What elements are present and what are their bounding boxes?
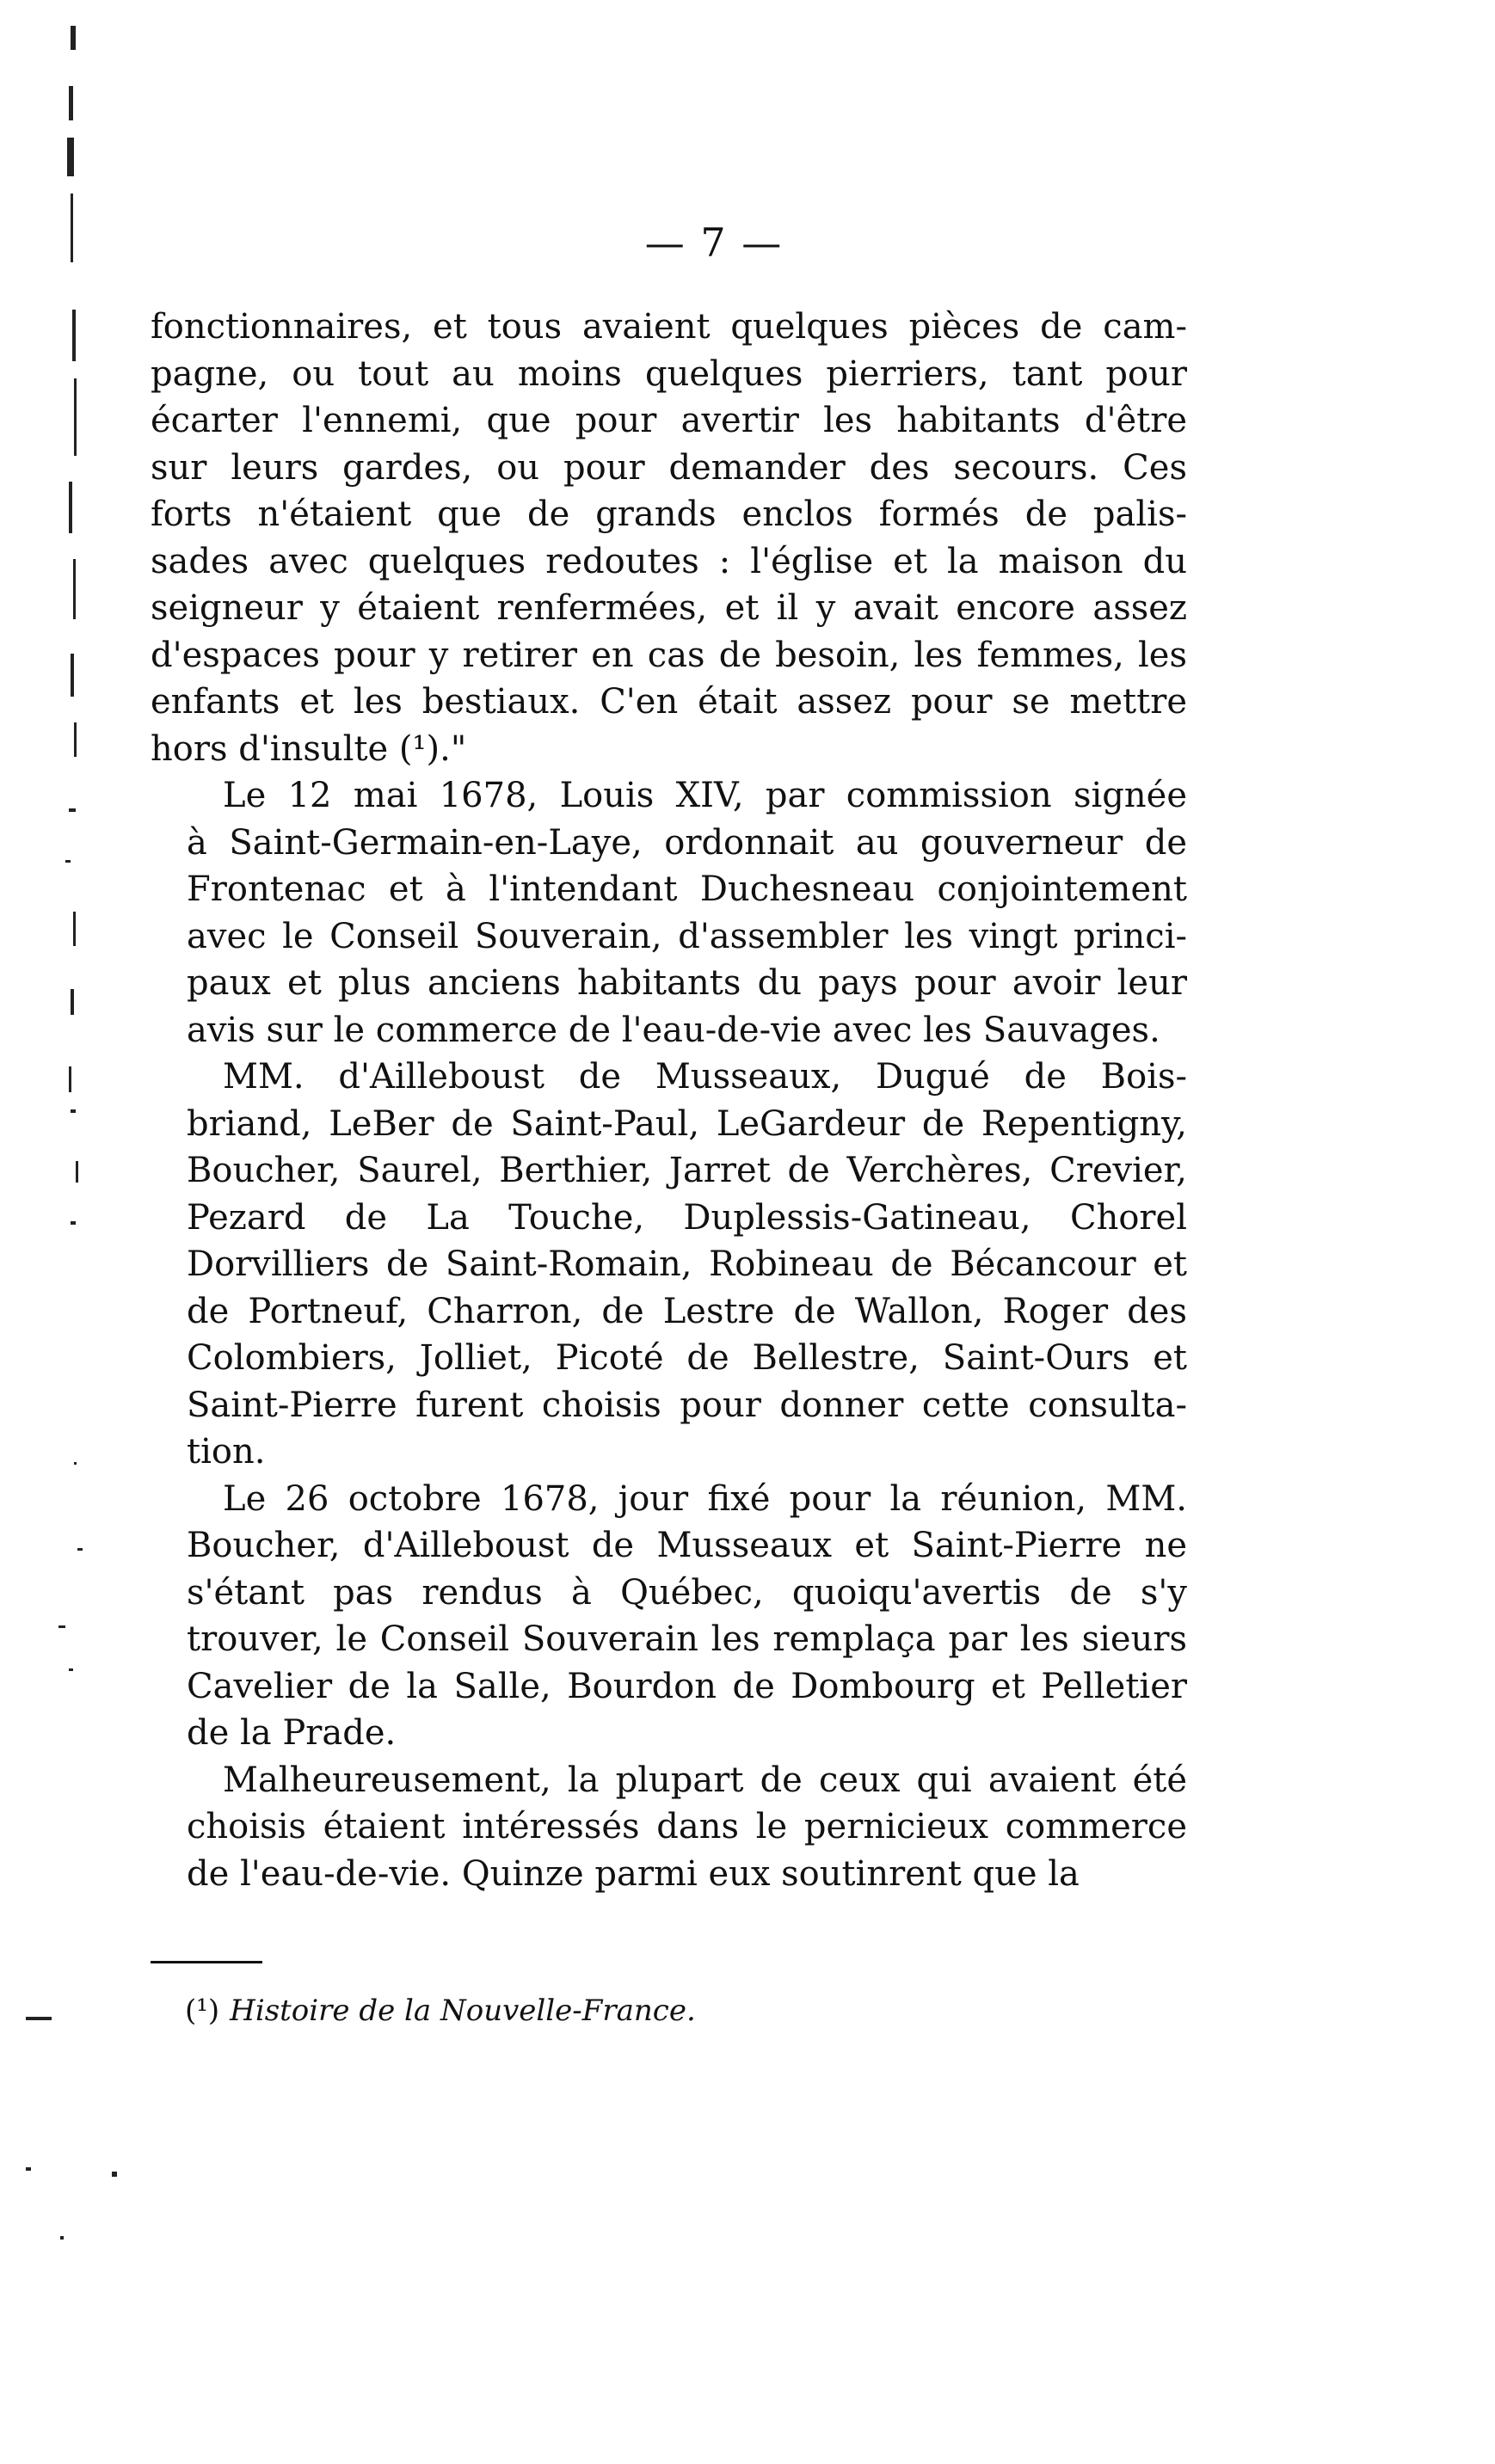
text-line: paux et plus anciens habitants du pays pour avoir leur [187,963,1187,1003]
footnote [185,1994,696,2028]
footnote-marker: (¹) [185,1994,220,2028]
text-line: forts n'étaient que de grands enclos formés de palis- [151,495,1187,534]
text-line: de la Prade. [187,1713,397,1753]
text-line: Malheureusement, la plupart de ceux qui avaient été [223,1760,1187,1800]
text-line: Pezard de La Touche, Duplessis-Gatineau, Chorel [187,1197,1187,1238]
text-line: avec le Conseil Souverain, d'assembler les vingt princi- [187,916,1187,956]
body-text [151,304,1187,1897]
text-line: Cavelier de la Salle, Bourdon de Dombourg et Pelletier [187,1666,1187,1706]
text-line: MM. d'Ailleboust de Musseaux, Dugué de Bois- [223,1057,1187,1097]
text-line: enfants et les bestiaux. C'en était assez pour se mettre [151,682,1187,722]
text-line: trouver, le Conseil Souverain les remplaça par les sieurs [187,1619,1187,1659]
paragraph [151,304,1187,772]
paragraph [151,772,1187,1054]
text-line: Saint-Pierre furent choisis pour donner cette consulta- [187,1385,1187,1425]
text-line: fonctionnaires, et tous avaient quelques pièces de cam- [151,307,1187,347]
text-line: choisis étaient intéressés dans le pernicieux commerce [187,1807,1187,1846]
text-line: de Portneuf, Charron, de Lestre de Wallon, Roger des [187,1291,1187,1331]
text-line: écarter l'ennemi, que pour avertir les habitants d'être [151,401,1187,440]
footnote-text: Histoire de la Nouvelle-France. [230,1994,696,2028]
text-line: de l'eau-de-vie. Quinze parmi eux soutinrent que la [187,1853,1080,1894]
text-line: Le 26 octobre 1678, jour fixé pour la réunion, MM. [223,1478,1187,1519]
scan-margin-marks [26,0,95,2464]
text-line: avis sur le commerce de l'eau-de-vie avec les Sauvages. [187,1010,1160,1050]
text-line: Frontenac et à l'intendant Duchesneau conjointement [187,869,1187,909]
text-line: Boucher, Saurel, Berthier, Jarret de Verchères, Crevier, [187,1151,1187,1190]
paragraph [151,1054,1187,1476]
footnote-separator-rule [151,1961,262,1963]
text-line: sur leurs gardes, ou pour demander des secours. Ces [151,447,1187,488]
text-line: à Saint-Germain-en-Laye, ordonnait au gouverneur de [187,822,1187,863]
text-line: Dorvilliers de Saint-Romain, Robineau de Bécancour et [187,1244,1187,1284]
page-number: — 7 — [644,219,784,266]
text-line: sades avec quelques redoutes : l'église et la maison du [151,541,1187,581]
text-line: s'étant pas rendus à Québec, quoiqu'avertis de s'y [187,1572,1187,1613]
paragraph [151,1757,1187,1898]
text-line: tion. [187,1432,266,1472]
text-line: pagne, ou tout au moins quelques pierriers, tant pour [151,353,1187,394]
text-line: Boucher, d'Ailleboust de Musseaux et Saint-Pierre ne [187,1526,1187,1565]
text-line: Le 12 mai 1678, Louis XIV, par commission signée [223,776,1187,815]
text-line: hors d'insulte (¹)." [151,728,467,769]
text-line: seigneur y étaient renfermées, et il y avait encore assez [151,588,1187,628]
text-line: d'espaces pour y retirer en cas de besoin, les femmes, les [151,635,1187,675]
text-line: briand, LeBer de Saint-Paul, LeGardeur de Repentigny, [187,1103,1187,1144]
paragraph [151,1476,1187,1757]
text-line: Colombiers, Jolliet, Picoté de Bellestre, Saint-Ours et [187,1338,1187,1378]
